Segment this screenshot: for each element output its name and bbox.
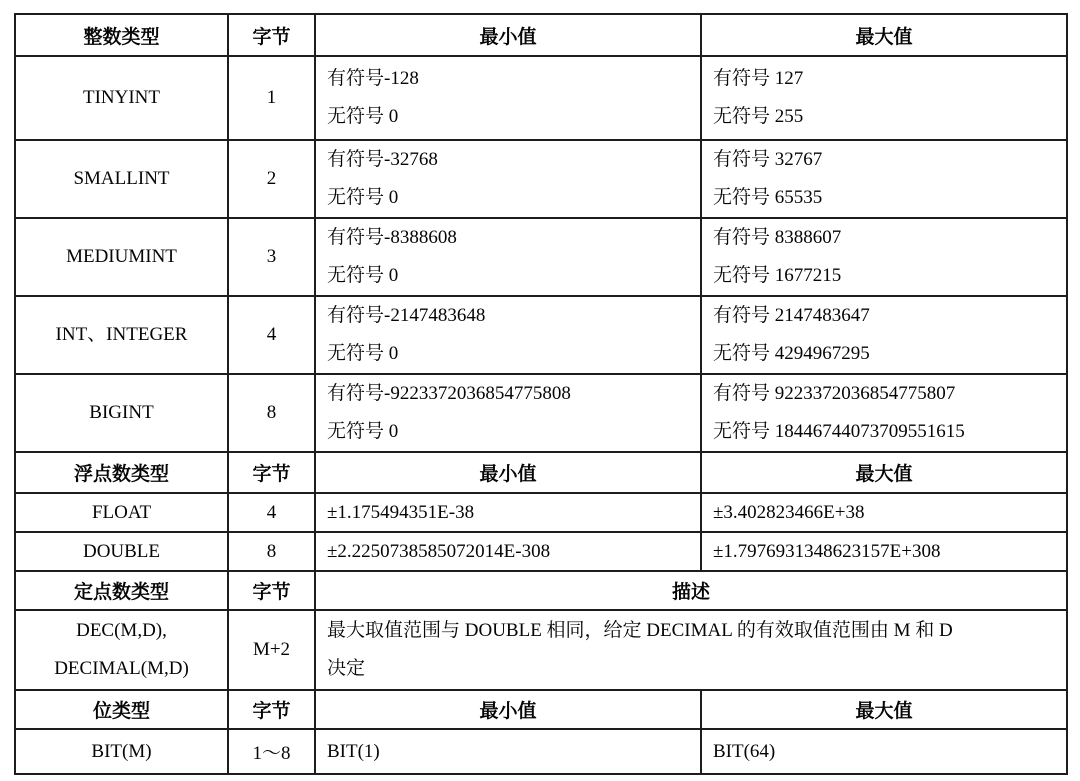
bytes-cell: 8 — [228, 532, 315, 571]
min-cell — [315, 296, 701, 374]
max-cell: ±3.402823466E+38 — [701, 493, 1067, 532]
max-cell — [701, 296, 1067, 374]
min-cell: ±1.175494351E-38 — [315, 493, 701, 532]
section-header-fixed — [15, 571, 1067, 610]
unsigned-max: 无符号 255 — [713, 106, 804, 127]
type-line-2: DECIMAL(M,D) — [54, 658, 189, 679]
header-bytes: 字节 — [228, 690, 315, 729]
description-line-1: 最大取值范围与 DOUBLE 相同，给定 DECIMAL 的有效取值范围由 M 和 D — [327, 620, 953, 641]
header-bytes: 字节 — [228, 14, 315, 56]
type-cell: TINYINT — [15, 56, 228, 140]
signed-min: 有符号-8388608 — [327, 227, 457, 248]
min-cell — [315, 374, 701, 452]
min-cell: BIT(1) — [315, 729, 701, 774]
header-bytes: 字节 — [228, 571, 315, 610]
header-bytes: 字节 — [228, 452, 315, 493]
header-min: 最小值 — [315, 452, 701, 493]
unsigned-max: 无符号 65535 — [713, 187, 823, 208]
unsigned-min: 无符号 0 — [327, 265, 399, 286]
min-cell — [315, 218, 701, 296]
max-cell — [701, 218, 1067, 296]
header-min: 最小值 — [315, 14, 701, 56]
section-header-bit — [15, 690, 1067, 729]
section-header-integer — [15, 14, 1067, 56]
signed-min: 有符号-9223372036854775808 — [327, 383, 571, 404]
row-tinyint — [15, 56, 1067, 140]
row-double — [15, 532, 1067, 571]
section-header-float — [15, 452, 1067, 493]
row-float — [15, 493, 1067, 532]
min-cell — [315, 56, 701, 140]
header-type: 浮点数类型 — [15, 452, 228, 493]
header-max: 最大值 — [701, 14, 1067, 56]
unsigned-min: 无符号 0 — [327, 106, 399, 127]
signed-min: 有符号-2147483648 — [327, 305, 486, 326]
min-cell — [315, 140, 701, 218]
type-cell: BIGINT — [15, 374, 228, 452]
unsigned-min: 无符号 0 — [327, 421, 399, 442]
description-cell — [315, 610, 1067, 690]
type-cell: BIT(M) — [15, 729, 228, 774]
max-cell: BIT(64) — [701, 729, 1067, 774]
type-cell: INT、INTEGER — [15, 296, 228, 374]
bytes-cell: 8 — [228, 374, 315, 452]
header-description: 描述 — [315, 571, 1067, 610]
bytes-cell: 1 — [228, 56, 315, 140]
bytes-cell: 4 — [228, 493, 315, 532]
unsigned-min: 无符号 0 — [327, 187, 399, 208]
type-cell — [15, 610, 228, 690]
type-cell: SMALLINT — [15, 140, 228, 218]
bytes-cell: 2 — [228, 140, 315, 218]
row-int-integer — [15, 296, 1067, 374]
signed-min: 有符号-32768 — [327, 149, 438, 170]
max-cell — [701, 140, 1067, 218]
row-smallint — [15, 140, 1067, 218]
unsigned-max: 无符号 1677215 — [713, 265, 842, 286]
max-cell — [701, 374, 1067, 452]
bytes-cell: 3 — [228, 218, 315, 296]
header-type: 整数类型 — [15, 14, 228, 56]
mysql-numeric-types-table — [14, 13, 1068, 775]
unsigned-max: 无符号 4294967295 — [713, 343, 870, 364]
unsigned-min: 无符号 0 — [327, 343, 399, 364]
signed-max: 有符号 8388607 — [713, 227, 842, 248]
bytes-cell: 1～8 — [228, 729, 315, 774]
row-bigint — [15, 374, 1067, 452]
signed-min: 有符号-128 — [327, 68, 419, 89]
signed-max: 有符号 2147483647 — [713, 305, 870, 326]
header-type: 定点数类型 — [15, 571, 228, 610]
signed-max: 有符号 32767 — [713, 149, 823, 170]
header-min: 最小值 — [315, 690, 701, 729]
signed-max: 有符号 127 — [713, 68, 804, 89]
row-bit — [15, 729, 1067, 774]
header-max: 最大值 — [701, 690, 1067, 729]
row-decimal — [15, 610, 1067, 690]
type-cell: DOUBLE — [15, 532, 228, 571]
signed-max: 有符号 9223372036854775807 — [713, 383, 956, 404]
header-type: 位类型 — [15, 690, 228, 729]
bytes-cell: 4 — [228, 296, 315, 374]
min-cell: ±2.2250738585072014E-308 — [315, 532, 701, 571]
unsigned-max: 无符号 18446744073709551615 — [713, 421, 965, 442]
row-mediumint — [15, 218, 1067, 296]
max-cell — [701, 56, 1067, 140]
max-cell: ±1.7976931348623157E+308 — [701, 532, 1067, 571]
type-cell: MEDIUMINT — [15, 218, 228, 296]
type-cell: FLOAT — [15, 493, 228, 532]
type-line-1: DEC(M,D), — [76, 620, 167, 641]
description-line-2: 决定 — [327, 658, 366, 679]
bytes-cell: M+2 — [228, 610, 315, 690]
header-max: 最大值 — [701, 452, 1067, 493]
